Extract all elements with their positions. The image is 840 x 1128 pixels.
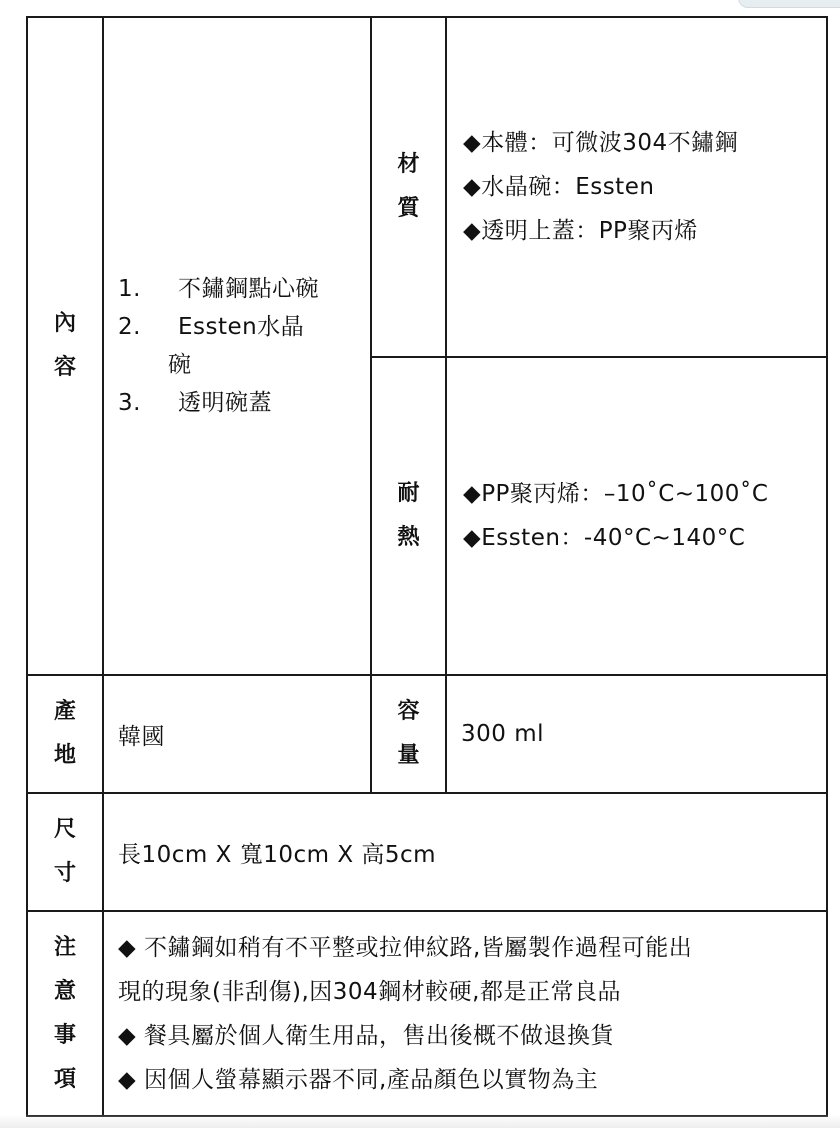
notes-line: ◆ 因個人螢幕顯示器不同,產品顏色以實物為主 [118,1066,599,1093]
heat-line: ◆Essten：-40°C~140°C [463,525,746,551]
capacity-header [371,675,446,793]
material-value [446,17,827,357]
notes-header-char: 注 [53,934,76,960]
material-line: ◆本體：可微波304不鏽鋼 [463,130,739,156]
heat-header-char: 熱 [397,525,420,550]
page-bottom-fade [0,1114,840,1128]
size-value: 長10cm X 寬10cm X 高5cm [103,793,827,911]
notes-header-char: 項 [53,1066,76,1092]
origin-header [27,675,103,793]
list-item-text: 不鏽鋼點心碗 [178,276,319,302]
notes-header [27,911,103,1116]
notes-line: 現的現象(非刮傷),因304鋼材較硬,都是正常良品 [118,978,621,1005]
notes-line: ◆ 餐具屬於個人衛生用品，售出後概不做退換貨 [118,1022,614,1049]
notes-header-char: 意 [53,978,76,1004]
material-line: ◆水晶碗：Essten [463,174,655,200]
material-header [371,17,446,357]
heat-header [371,357,446,675]
list-item-text: Essten水晶 [178,314,305,340]
notes-value [103,911,827,1116]
content-header-char: 內 [53,311,76,336]
material-header-char: 材 [397,152,420,177]
list-item-number: 2. [118,314,141,340]
list-item-continuation [118,346,370,384]
content-list [103,17,371,675]
size-header-char: 寸 [53,861,76,886]
list-item [118,270,370,308]
size-header-char: 尺 [53,817,76,842]
notes-header-char: 事 [53,1022,76,1048]
content-header-char: 容 [53,355,76,380]
heat-value [446,357,827,675]
list-item [118,384,370,422]
size-header [27,793,103,911]
origin-value: 韓國 [103,675,371,793]
capacity-value: 300 ml [446,675,827,793]
material-line: ◆透明上蓋：PP聚丙烯 [463,218,698,244]
heat-header-char: 耐 [397,481,420,506]
capacity-header-char: 量 [397,743,420,768]
origin-header-char: 產 [53,699,76,724]
origin-header-char: 地 [53,743,76,768]
list-item [118,308,370,346]
list-item-text: 透明碗蓋 [178,390,272,416]
heat-line: ◆PP聚丙烯：–10˚C~100˚C [463,481,769,507]
product-spec-table [26,16,828,1117]
corner-tab [738,0,840,8]
capacity-header-char: 容 [397,699,420,724]
list-item-text: 碗 [168,352,192,378]
material-header-char: 質 [397,196,420,221]
notes-line: ◆ 不鏽鋼如稍有不平整或拉伸紋路,皆屬製作過程可能出 [118,934,693,961]
list-item-number: 3. [118,390,141,416]
content-header [27,17,103,675]
list-item-number: 1. [118,276,141,302]
